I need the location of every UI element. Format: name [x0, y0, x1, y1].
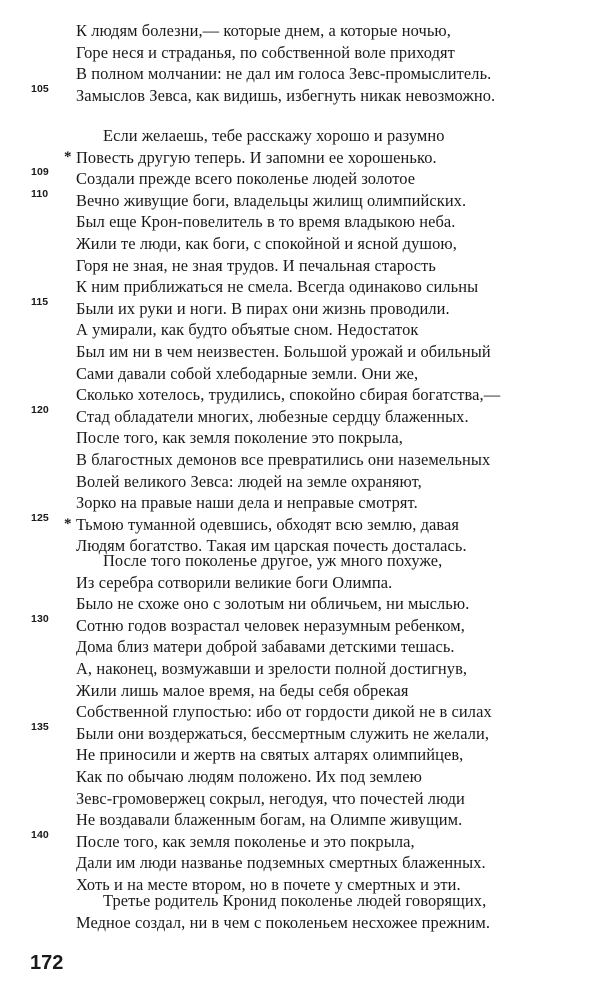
verse-line	[0, 680, 600, 702]
verse-text: К ним приближаться не смела. Всегда одинаково сильны	[76, 277, 479, 297]
verse-text: Если желаешь, тебе расскажу хорошо и разумно	[103, 126, 445, 145]
verse-line	[0, 701, 600, 723]
verse-text: Горе неся и страданья, по собственной воле приходят	[76, 42, 455, 62]
verse-text: Сами давали собой хлебодарные земли. Они же,	[76, 363, 419, 383]
line-number: 130	[31, 612, 49, 625]
verse-line	[0, 828, 600, 853]
verse-line	[0, 211, 600, 233]
line-number: 120	[31, 403, 49, 416]
verse-line	[0, 572, 600, 594]
line-number: 115	[31, 295, 49, 308]
verse-text: Зевс-громовержец сокрыл, негодуя, что почестей люди	[76, 788, 465, 808]
verse-text: Сотню годов возрастал человек неразумным ребенком,	[76, 615, 465, 635]
verse-text: А, наконец, возмужавши и зрелости полной достигнув,	[76, 658, 468, 678]
verse-text: А умирали, как будто объятые сном. Недостаток	[76, 320, 419, 340]
verse-line	[0, 20, 600, 42]
verse-line	[0, 852, 600, 874]
verse-text: Людям богатство. Такая им царская почесть досталась.	[76, 536, 467, 556]
verse-line	[0, 766, 600, 788]
verse-text: В полном молчании: не дал им голоса Зевс-промыслитель.	[76, 64, 492, 84]
verse-line	[0, 471, 600, 493]
verse-line	[0, 427, 600, 449]
verse-line	[0, 912, 600, 934]
verse-text: Был им ни в чем неизвестен. Большой урожай и обильный	[76, 341, 491, 361]
line-number: 140	[31, 828, 49, 841]
verse-text: Создали прежде всего поколенье людей золотое	[76, 169, 416, 189]
verse-text: Стад обладатели многих, любезные сердцу блаженных.	[76, 406, 469, 426]
page-number: 172	[30, 952, 64, 974]
verse-text: Были их руки и ноги. В пирах они жизнь проводили.	[76, 298, 450, 318]
commentary-asterisk: *	[64, 515, 72, 532]
verse-text: Были они воздержаться, бессмертным служить не желали,	[76, 723, 490, 743]
verse-text: Дома близ матери доброй забавами детскими тешась.	[76, 637, 455, 657]
verse-line	[0, 125, 600, 147]
verse-line	[0, 255, 600, 277]
verse-text: Хоть и на месте втором, но в почете у смертных и эти.	[76, 874, 461, 894]
verse-line	[0, 511, 600, 536]
verse-line	[0, 744, 600, 766]
verse-text: В благостных демонов все превратились они наземельных	[76, 449, 491, 469]
verse-text: Волей великого Зевса: людей на земле охраняют,	[76, 471, 422, 491]
verse-line	[0, 319, 600, 341]
stanza-1	[0, 20, 600, 106]
verse-text: После того, как земля поколенье и это покрыла,	[76, 831, 415, 851]
verse-line	[0, 42, 600, 64]
verse-text: Не воздавали блаженным богам, на Олимпе живущим.	[76, 810, 463, 830]
verse-line	[0, 449, 600, 471]
verse-line	[0, 636, 600, 658]
verse-line	[0, 363, 600, 385]
verse-line	[0, 63, 600, 85]
stanza-2	[0, 125, 600, 557]
verse-line	[0, 809, 600, 831]
verse-text: Не приносили и жертв на святых алтарях олимпийцев,	[76, 745, 464, 765]
stanza-3	[0, 550, 600, 896]
verse-text: Жили лишь малое время, на беды себя обрекая	[76, 680, 409, 700]
verse-line	[0, 890, 600, 912]
verse-text: После того поколенье другое, уж много похуже,	[103, 551, 443, 570]
line-number: 109	[31, 166, 49, 179]
line-number: 135	[31, 720, 49, 733]
verse-line	[0, 168, 600, 190]
verse-text: Дали им люди названье подземных смертных блаженных.	[76, 853, 486, 873]
verse-text: Был еще Крон-повелитель в то время владыкою неба.	[76, 212, 456, 232]
line-number: 105	[31, 82, 49, 95]
verse-text: Тьмою туманной одевшись, обходят всю землю, давая	[76, 514, 460, 534]
verse-text: Вечно живущие боги, владельцы жилищ олимпийских.	[76, 190, 467, 210]
verse-line	[0, 720, 600, 745]
verse-text: Как по обычаю людям положено. Их под землею	[76, 766, 422, 786]
verse-text: К людям болезни,— которые днем, а которые ночью,	[76, 21, 451, 40]
verse-line	[0, 658, 600, 680]
verse-line	[0, 233, 600, 255]
verse-line	[0, 788, 600, 810]
verse-line	[0, 612, 600, 637]
verse-line	[0, 593, 600, 615]
line-number: 110	[31, 187, 49, 200]
verse-line	[0, 550, 600, 572]
commentary-asterisk: *	[64, 148, 72, 165]
verse-line	[0, 492, 600, 514]
verse-text: После того, как земля поколение это покрыла,	[76, 428, 403, 448]
verse-line	[0, 341, 600, 363]
verse-line	[0, 295, 600, 320]
line-number: 125	[31, 511, 49, 524]
verse-text: Сколько хотелось, трудились, спокойно сбирая богатства,—	[76, 385, 501, 405]
verse-text: Было не схоже оно с золотым ни обличьем, ни мыслью.	[76, 594, 470, 614]
verse-text: Из серебра сотворили великие боги Олимпа.	[76, 572, 393, 592]
verse-text: Медное создал, ни в чем с поколеньем несхожее прежним.	[76, 912, 491, 932]
verse-text: Горя не зная, не зная трудов. И печальная старость	[76, 255, 436, 275]
verse-line	[0, 403, 600, 428]
verse-line	[0, 187, 600, 212]
verse-line	[0, 384, 600, 406]
verse-line	[0, 82, 600, 107]
verse-text: Зорко на правые наши дела и неправые смотрят.	[76, 493, 418, 513]
verse-text: Жили те люди, как боги, с спокойной и ясной душою,	[76, 233, 457, 253]
verse-line	[0, 147, 600, 169]
stanza-4	[0, 890, 600, 933]
verse-text: Третье родитель Кронид поколенье людей говорящих,	[103, 891, 487, 910]
verse-text: Замыслов Зевса, как видишь, избегнуть никак невозможно.	[76, 85, 496, 105]
verse-line	[0, 276, 600, 298]
verse-text: Собственной глупостью: ибо от гордости дикой не в силах	[76, 702, 492, 722]
verse-text: Повесть другую теперь. И запомни ее хорошенько.	[76, 147, 437, 167]
